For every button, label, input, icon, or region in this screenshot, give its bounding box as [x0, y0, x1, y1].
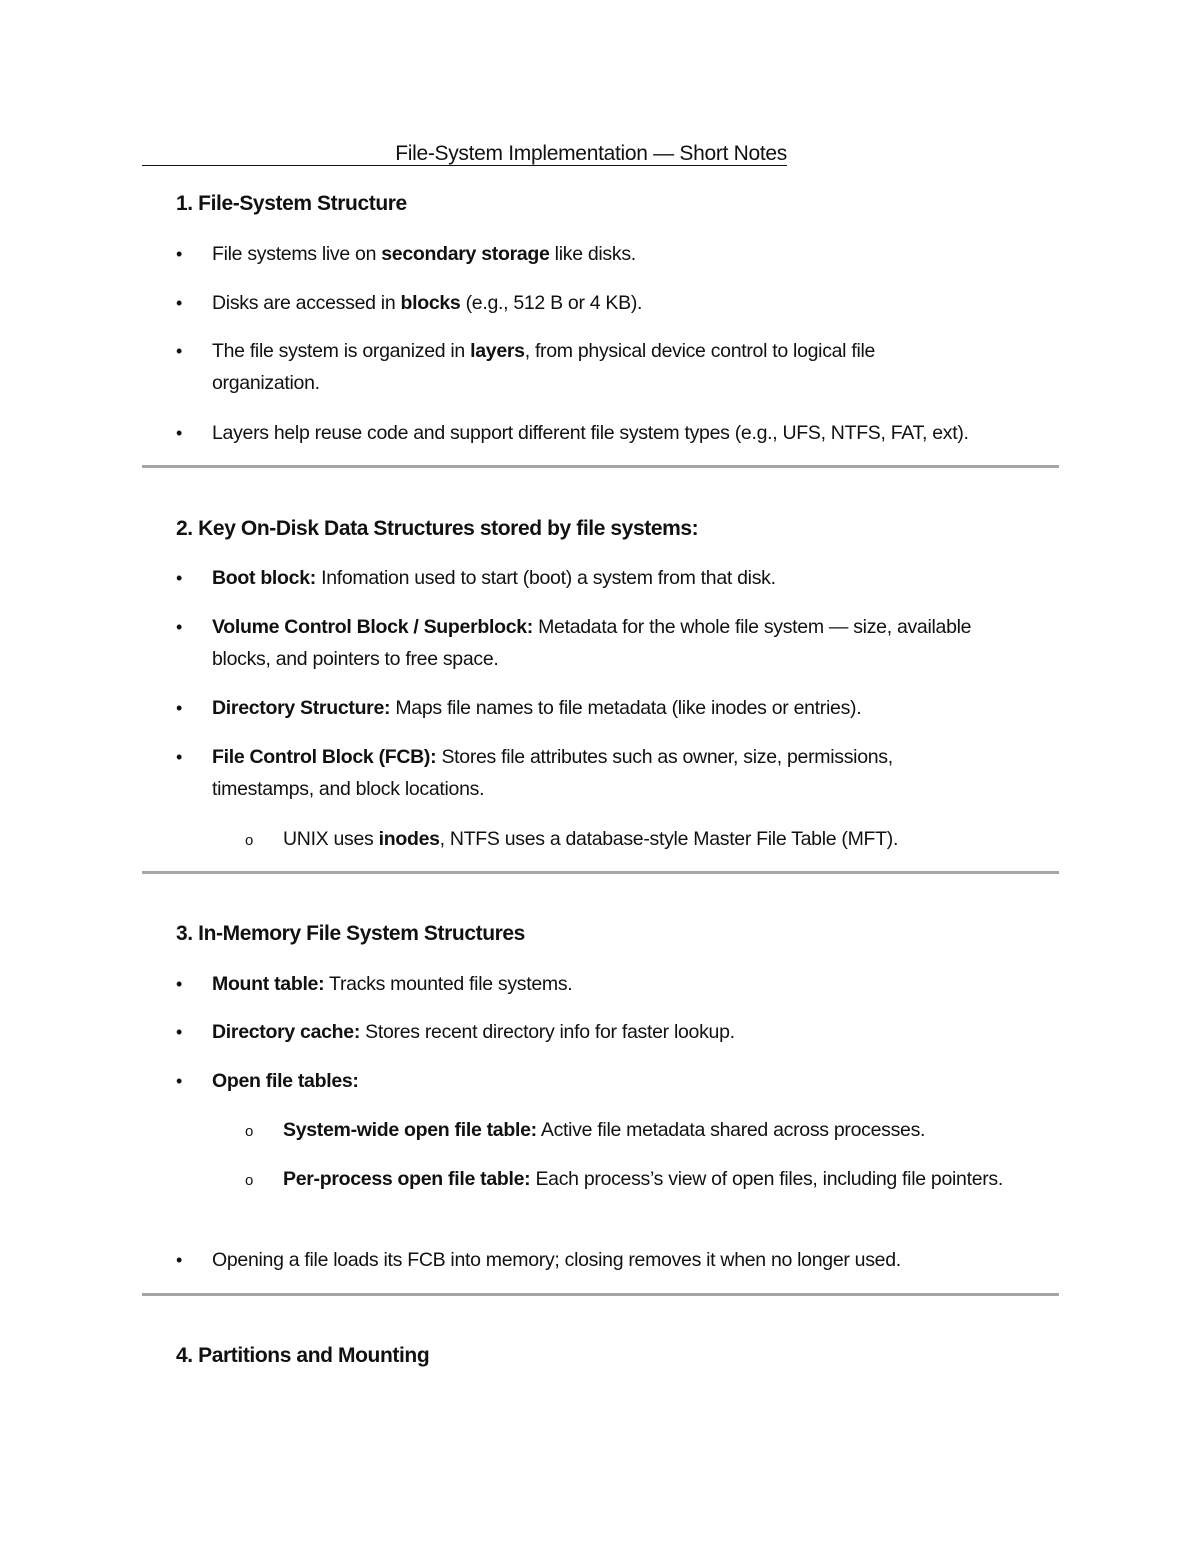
section-4-heading: 4. Partitions and Mounting: [176, 1344, 430, 1367]
bullet-icon: •: [176, 1022, 183, 1042]
bullet-icon: •: [176, 617, 183, 637]
sub-bullet-icon: o: [245, 1172, 254, 1189]
bullet-icon: •: [176, 1071, 183, 1091]
document-title: File-System Implementation — Short Notes: [395, 142, 787, 165]
sub-bullet-icon: o: [245, 1123, 254, 1140]
section-divider: [142, 871, 1059, 874]
section-1-heading: 1. File-System Structure: [176, 192, 407, 215]
bullet-icon: •: [176, 974, 183, 994]
bullet-icon: •: [176, 293, 183, 313]
document-page: File-System Implementation — Short Notes 1. File-System Structure • File systems live on secondary storage like disks. • Disks are accessed in blocks (e.g., 512 B or 4 KB). • The file system is organized in layers, from physical device control to logical file organization. • Layers help reuse code and support different file system types (e.g., UFS, NTFS, FAT, ext). 2. Key On-Disk Data Structures stored by file systems: • Boot block: Infomation used to start (boot) a system from that disk. • Volume Control Block / Superblock: Metadata for the whole file system — size, available blocks, and pointers to free space. • Directory Structure: Maps file names to file metadata (like inodes or entries). • File Control Block (FCB): Stores file attributes such as owner, size, permissions, timestamps, and block locations. o UNIX uses inodes, NTFS uses a database-style Master File Table (MFT). 3. In-Memory File System Structures • Mount table: Tracks mounted file systems. • Directory cache: Stores recent directory info for faster lookup. • Open file tables: o System-wide open file table: Active file metadata shared across processes. o Per-process open file table: Each process’s view of open files, including file pointers. • Opening a file loads its FCB into memory; closing removes it when no longer used. 4. Partitions and Mounting: [0, 0, 1200, 1553]
sub-bullet-icon: o: [245, 832, 254, 849]
bullet-icon: •: [176, 568, 183, 588]
bullet-icon: •: [176, 747, 183, 767]
bullet-icon: •: [176, 1250, 183, 1270]
bullet-icon: •: [176, 698, 183, 718]
section-2-heading: 2. Key On-Disk Data Structures stored by file systems:: [176, 517, 699, 540]
section-divider: [142, 465, 1059, 468]
section-divider: [142, 1293, 1059, 1296]
section-3-heading: 3. In-Memory File System Structures: [176, 922, 525, 945]
bullet-icon: •: [176, 423, 183, 443]
bullet-icon: •: [176, 341, 183, 361]
title-underline: [142, 165, 787, 166]
bullet-icon: •: [176, 244, 183, 264]
